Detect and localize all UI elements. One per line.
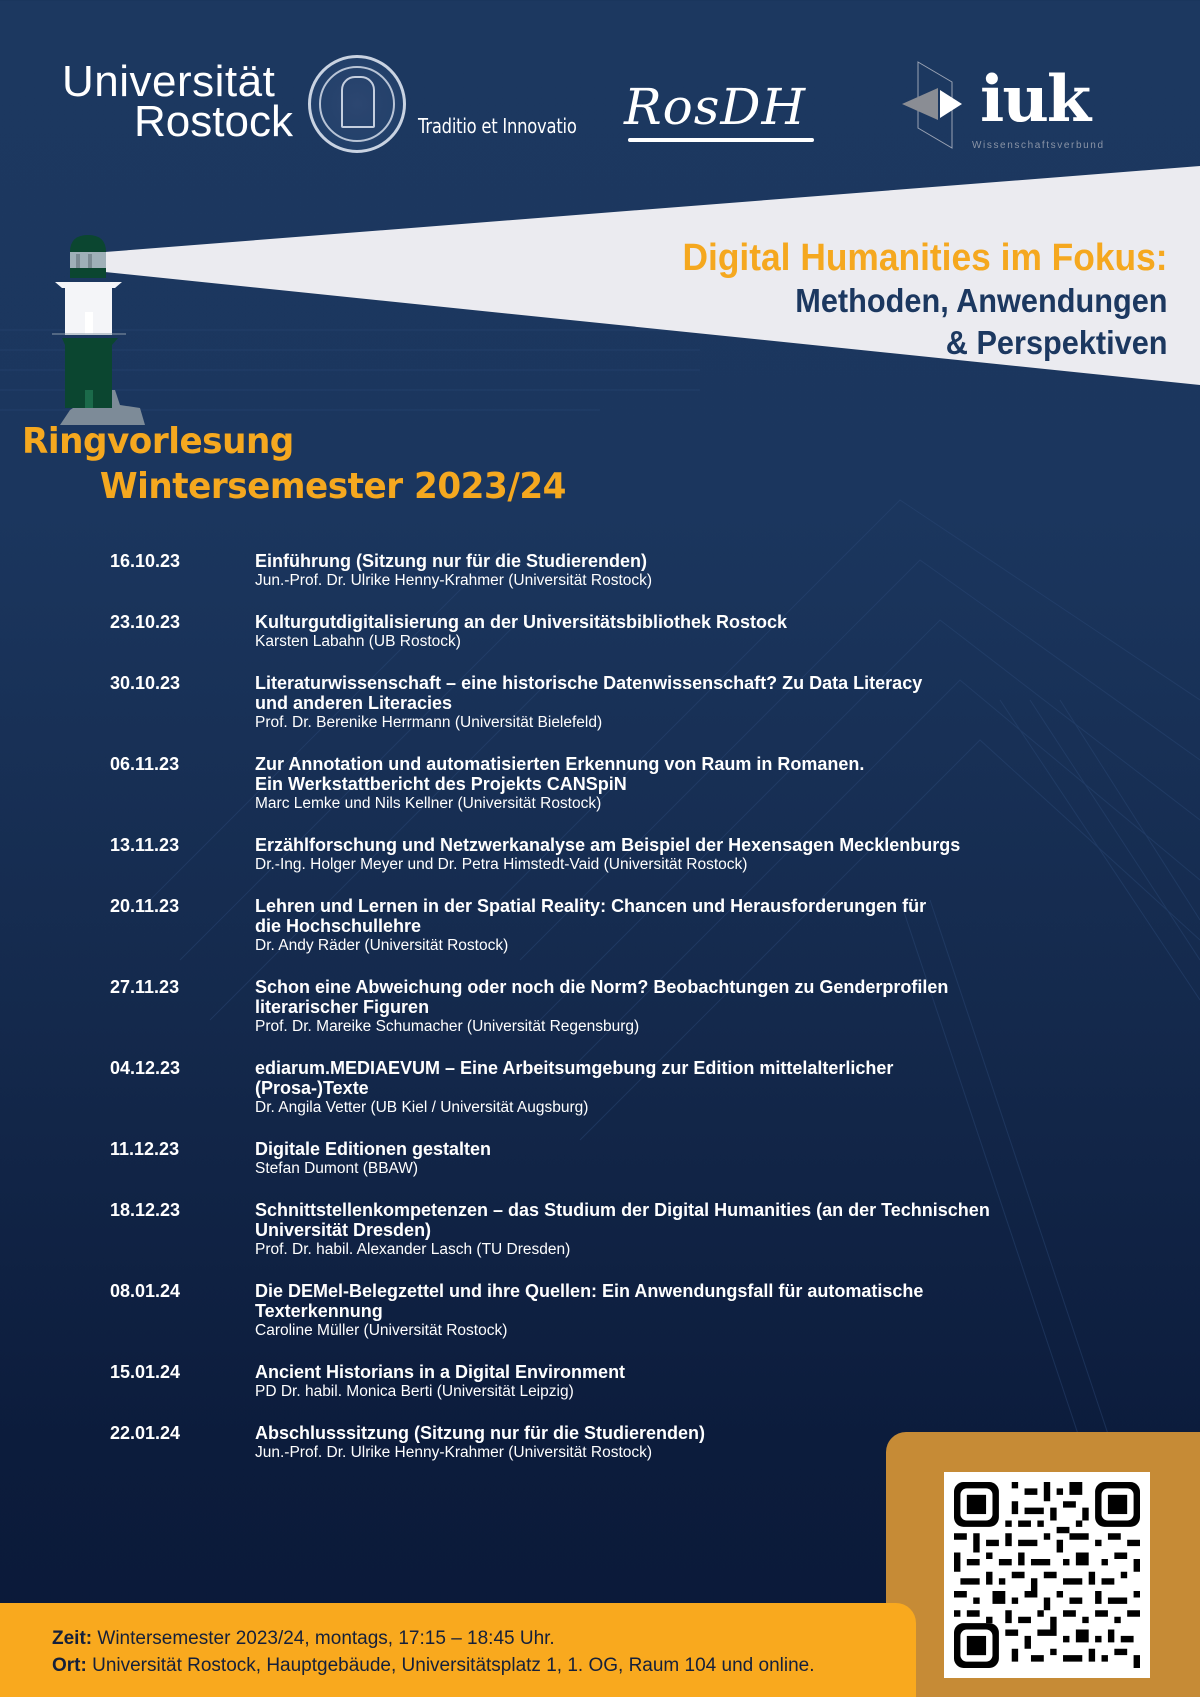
- rosdh-logo: [624, 78, 806, 136]
- title-subtitle-line2: & Perspektiven: [946, 324, 1168, 361]
- iuk-logo: [900, 60, 1130, 155]
- lecture-date: 04.12.23: [110, 1058, 181, 1078]
- rosdh-logo-text: RosDH: [624, 78, 807, 136]
- lecture-speaker: Prof. Dr. Mareike Schumacher (Universität Regensburg): [255, 1018, 640, 1035]
- lecture-speaker: Karsten Labahn (UB Rostock): [255, 633, 461, 650]
- lecture-speaker: Marc Lemke und Nils Kellner (Universität Rostock): [255, 795, 602, 812]
- lecture-speaker: Caroline Müller (Universität Rostock): [255, 1322, 508, 1339]
- title-subtitle-line1: Methoden, Anwendungen: [795, 282, 1168, 319]
- lecture-speaker: PD Dr. habil. Monica Berti (Universität Leipzig): [255, 1383, 574, 1400]
- lecture-date: 15.01.24: [110, 1362, 181, 1382]
- iuk-logo-text: iuk: [980, 62, 1090, 137]
- schedule-row: [110, 1200, 1110, 1259]
- schedule-row: [110, 673, 1110, 732]
- lecture-title-cont: die Hochschullehre: [255, 916, 422, 936]
- schedule-row: [110, 977, 1110, 1036]
- university-logo: [62, 57, 293, 146]
- lecture-title: Kulturgutdigitalisierung an der Universitätsbibliothek Rostock: [255, 612, 788, 632]
- event-time: [52, 1625, 916, 1652]
- schedule-row: [110, 896, 1110, 955]
- lecture-date: 22.01.24: [110, 1423, 181, 1443]
- university-motto: Traditio et Innovatio: [418, 114, 577, 138]
- lecture-date: 27.11.23: [110, 977, 180, 997]
- iuk-arrow-icon: [900, 60, 980, 150]
- lecture-title: Erzählforschung und Netzwerkanalyse am Beispiel der Hexensagen Mecklenburgs: [255, 835, 961, 855]
- lecture-title: Zur Annotation und automatisierten Erkennung von Raum in Romanen.: [255, 754, 865, 774]
- university-seal-icon: [308, 55, 406, 153]
- iuk-logo-subtitle: Wissenschaftsverbund: [972, 140, 1105, 151]
- lecture-date: 16.10.23: [110, 551, 181, 571]
- series-semester: Wintersemester 2023/24: [99, 466, 566, 507]
- lecture-title: Schnittstellenkompetenzen – das Studium der Digital Humanities (an der Technischen: [255, 1200, 990, 1220]
- lecture-date: 08.01.24: [110, 1281, 181, 1301]
- lecture-title: ediarum.MEDIAEVUM – Eine Arbeitsumgebung zur Edition mittelalterlicher: [255, 1058, 894, 1078]
- event-location: [52, 1652, 916, 1679]
- lecture-speaker: Prof. Dr. habil. Alexander Lasch (TU Dresden): [255, 1241, 571, 1258]
- lecture-date: 13.11.23: [110, 835, 180, 855]
- lecture-speaker: Dr. Angila Vetter (UB Kiel / Universität Augsburg): [255, 1099, 589, 1116]
- schedule-row: [110, 1058, 1110, 1117]
- series-name: Ringvorlesung: [22, 421, 294, 462]
- lecture-date: 23.10.23: [110, 612, 181, 632]
- lighthouse-icon: [50, 230, 160, 430]
- lecture-date: 20.11.23: [110, 896, 180, 916]
- lecture-date: 11.12.23: [110, 1139, 180, 1159]
- lecture-title-cont: Texterkennung: [255, 1301, 383, 1321]
- title-main: Digital Humanities im Fokus:: [682, 237, 1168, 279]
- lecture-title: Schon eine Abweichung oder noch die Norm? Beobachtungen zu Genderprofilen: [255, 977, 949, 997]
- lecture-speaker: Prof. Dr. Berenike Herrmann (Universität Bielefeld): [255, 714, 603, 731]
- schedule-row: [110, 835, 1110, 874]
- series-heading: [22, 420, 595, 510]
- qr-code-pattern: [954, 1482, 1140, 1668]
- lecture-speaker: Dr.-Ing. Holger Meyer und Dr. Petra Himstedt-Vaid (Universität Rostock): [255, 856, 748, 873]
- lecture-date: 30.10.23: [110, 673, 181, 693]
- lecture-date: 18.12.23: [110, 1200, 181, 1220]
- lecture-title: Literaturwissenschaft – eine historische Datenwissenschaft? Zu Data Literacy: [255, 673, 923, 693]
- lecture-title-cont: (Prosa-)Texte: [255, 1078, 369, 1098]
- lecture-speaker: Jun.-Prof. Dr. Ulrike Henny-Krahmer (Universität Rostock): [255, 1444, 653, 1461]
- lecture-speaker: Jun.-Prof. Dr. Ulrike Henny-Krahmer (Universität Rostock): [255, 572, 653, 589]
- lecture-title-cont: literarischer Figuren: [255, 997, 430, 1017]
- schedule-row: [110, 551, 1110, 590]
- schedule-row: [110, 1139, 1110, 1178]
- time-value: Wintersemester 2023/24, montags, 17:15 – 18:45 Uhr.: [92, 1628, 555, 1649]
- schedule-row: [110, 612, 1110, 651]
- lecture-title: Die DEMel-Belegzettel und ihre Quellen: Ein Anwendungsfall für automatische: [255, 1281, 924, 1301]
- lecture-speaker: Stefan Dumont (BBAW): [255, 1160, 419, 1177]
- lecture-title-cont: und anderen Literacies: [255, 693, 453, 713]
- university-name-line2: Rostock: [134, 97, 293, 146]
- qr-code-icon[interactable]: [944, 1472, 1150, 1678]
- lecture-date: 06.11.23: [110, 754, 180, 774]
- lecture-speaker: Dr. Andy Räder (Universität Rostock): [255, 937, 509, 954]
- time-label: Zeit:: [52, 1628, 93, 1649]
- lecture-title: Abschlusssitzung (Sitzung nur für die Studierenden): [255, 1423, 706, 1443]
- lecture-title: Einführung (Sitzung nur für die Studierenden): [255, 551, 647, 571]
- poster-title: [646, 236, 1168, 364]
- place-value: Universität Rostock, Hauptgebäude, Universitätsplatz 1, 1. OG, Raum 104 und online.: [86, 1655, 815, 1676]
- lecture-title-cont: Ein Werkstattbericht des Projekts CANSpiN: [255, 774, 627, 794]
- schedule-row: [110, 754, 1110, 813]
- lecture-title: Ancient Historians in a Digital Environment: [255, 1362, 626, 1382]
- university-name-line1: Universität: [62, 57, 276, 106]
- place-label: Ort:: [52, 1655, 87, 1676]
- lecture-title: Lehren und Lernen in der Spatial Reality: Chancen und Herausforderungen für: [255, 896, 927, 916]
- schedule-row: [110, 1281, 1110, 1340]
- schedule-row: [110, 1362, 1110, 1401]
- event-info-bar: [0, 1603, 916, 1697]
- lecture-schedule: [110, 551, 1110, 1484]
- lecture-title: Digitale Editionen gestalten: [255, 1139, 492, 1159]
- lecture-title-cont: Universität Dresden): [255, 1220, 432, 1240]
